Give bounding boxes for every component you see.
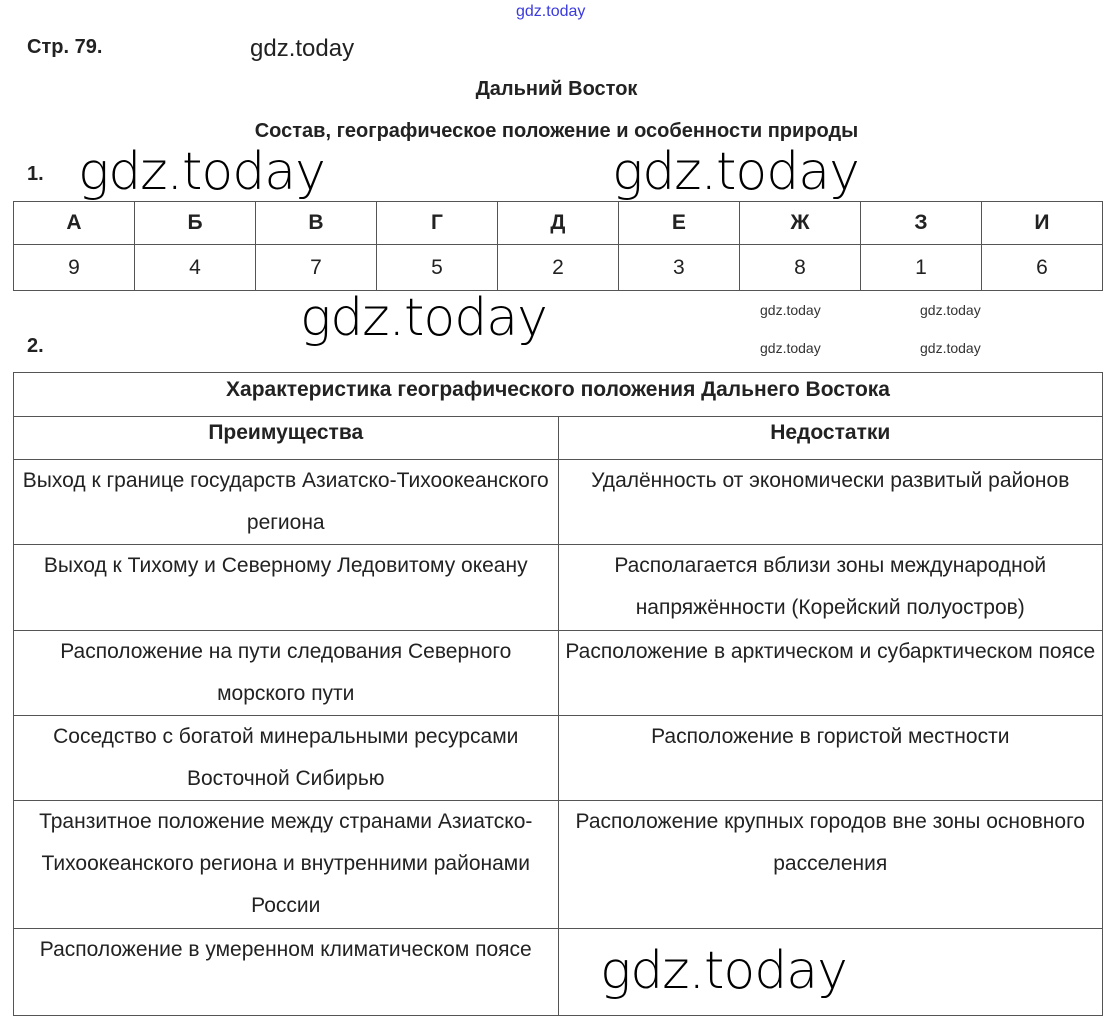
value-cell: 2: [497, 245, 618, 291]
advantage-cell: Выход к Тихому и Северному Ледовитому океану: [14, 545, 559, 631]
advantage-cell: Выход к границе государств Азиатско-Тихоокеанского региона: [14, 460, 559, 545]
watermark: gdz.today: [78, 142, 325, 202]
watermark: gdz.today: [600, 941, 847, 1001]
watermark: gdz.today: [920, 302, 981, 318]
table-title: Характеристика географического положения Дальнего Востока: [14, 373, 1103, 417]
column-header-advantages: Преимущества: [14, 417, 559, 460]
header-cell: Г: [377, 202, 498, 245]
advantage-cell: Расположение на пути следования Северного морского пути: [14, 631, 559, 716]
column-header-disadvantages: Недостатки: [558, 417, 1103, 460]
header-cell: З: [860, 202, 981, 245]
advantage-cell: Соседство с богатой минеральными ресурсами Восточной Сибирью: [14, 716, 559, 801]
advantage-cell: Расположение в умеренном климатическом поясе: [14, 929, 559, 1016]
answer-table-1: [13, 201, 1103, 291]
chapter-title: Дальний Восток: [475, 78, 638, 100]
task-1-number: 1.: [27, 163, 44, 185]
watermark: gdz.today: [516, 3, 586, 20]
header-cell: Д: [497, 202, 618, 245]
disadvantage-cell: Расположение крупных городов вне зоны основного расселения: [558, 801, 1103, 929]
header-cell: Ж: [739, 202, 860, 245]
watermark: gdz.today: [760, 302, 821, 318]
value-cell: 7: [256, 245, 377, 291]
advantage-cell: Транзитное положение между странами Азиатско-Тихоокеанского региона и внутренними районами России: [14, 801, 559, 929]
value-cell: 1: [860, 245, 981, 291]
header-cell: Е: [618, 202, 739, 245]
disadvantage-cell: Расположение в арктическом и субарктическом поясе: [558, 631, 1103, 716]
watermark: gdz.today: [250, 35, 355, 62]
header-cell: Б: [135, 202, 256, 245]
disadvantage-cell: Располагается вблизи зоны международной напряжённости (Корейский полуостров): [558, 545, 1103, 631]
value-cell: 8: [739, 245, 860, 291]
watermark: gdz.today: [760, 340, 821, 356]
disadvantage-cell: Удалённость от экономически развитый районов: [558, 460, 1103, 545]
value-cell: 5: [377, 245, 498, 291]
value-cell: 6: [981, 245, 1102, 291]
watermark: gdz.today: [300, 288, 547, 348]
header-cell: В: [256, 202, 377, 245]
value-cell: 9: [14, 245, 135, 291]
value-cell: 3: [618, 245, 739, 291]
answer-table-2: [13, 372, 1103, 1016]
section-title: Состав, географическое положение и особенности природы: [254, 120, 859, 142]
watermark: gdz.today: [920, 340, 981, 356]
page-number: Стр. 79.: [27, 36, 103, 58]
header-cell: И: [981, 202, 1102, 245]
value-cell: 4: [135, 245, 256, 291]
disadvantage-cell: Расположение в гористой местности: [558, 716, 1103, 801]
header-cell: А: [14, 202, 135, 245]
watermark: gdz.today: [612, 142, 859, 202]
task-2-number: 2.: [27, 335, 44, 357]
